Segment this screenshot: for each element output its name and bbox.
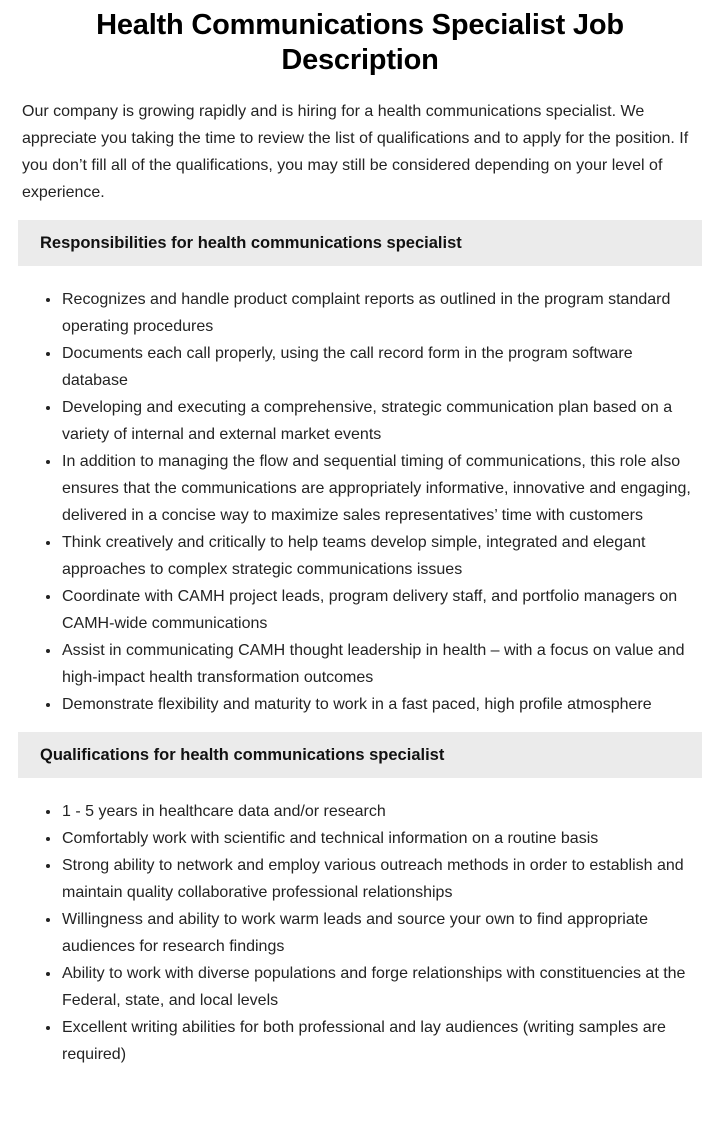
list-item: • Demonstrate flexibility and maturity to work in a fast paced, high profile atmosphere bbox=[61, 691, 700, 718]
intro-paragraph: Our company is growing rapidly and is hiring for a health communications specialist. We appreciate you taking the time to review the list of qualifications and to apply for the position. If you don’t fill all of the qualifications, you may still be considered depending on your level of experience. bbox=[22, 103, 689, 201]
section-header-qualifications-label: Qualifications for health communications specialist bbox=[40, 746, 445, 764]
section-header-qualifications bbox=[18, 732, 702, 778]
section-header-responsibilities-label: Responsibilities for health communications specialist bbox=[40, 234, 462, 252]
list-item: • Ability to work with diverse populations and forge relationships with constituencies at the Federal, state, and local levels bbox=[61, 960, 700, 1014]
list-item: • Comfortably work with scientific and technical information on a routine basis bbox=[61, 825, 700, 852]
list-item: • Think creatively and critically to help teams develop simple, integrated and elegant approaches to complex strategic communications issues bbox=[61, 529, 700, 583]
list-item: • 1 - 5 years in healthcare data and/or research bbox=[61, 798, 700, 825]
list-item: • Excellent writing abilities for both professional and lay audiences (writing samples are required) bbox=[61, 1014, 700, 1068]
list-item: • Recognizes and handle product complaint reports as outlined in the program standard operating procedures bbox=[61, 286, 700, 340]
section-header-responsibilities bbox=[18, 220, 702, 266]
list-item: • Strong ability to network and employ various outreach methods in order to establish and maintain quality collaborative professional relationships bbox=[61, 852, 700, 906]
responsibilities-list bbox=[0, 286, 720, 718]
list-item: • Coordinate with CAMH project leads, program delivery staff, and portfolio managers on CAMH-wide communications bbox=[61, 583, 700, 637]
qualifications-list bbox=[0, 798, 720, 1068]
list-item: • Developing and executing a comprehensive, strategic communication plan based on a variety of internal and external market events bbox=[61, 394, 700, 448]
list-item: • In addition to managing the flow and sequential timing of communications, this role also ensures that the communications are appropriately informative, innovative and engaging, delivered in a concise way to maximize sales representatives’ time with customers bbox=[61, 448, 700, 529]
list-item: • Documents each call properly, using the call record form in the program software database bbox=[61, 340, 700, 394]
list-item: • Assist in communicating CAMH thought leadership in health – with a focus on value and high-impact health transformation outcomes bbox=[61, 637, 700, 691]
list-item: • Willingness and ability to work warm leads and source your own to find appropriate audiences for research findings bbox=[61, 906, 700, 960]
page-title: Health Communications Specialist Job Description bbox=[96, 9, 624, 76]
